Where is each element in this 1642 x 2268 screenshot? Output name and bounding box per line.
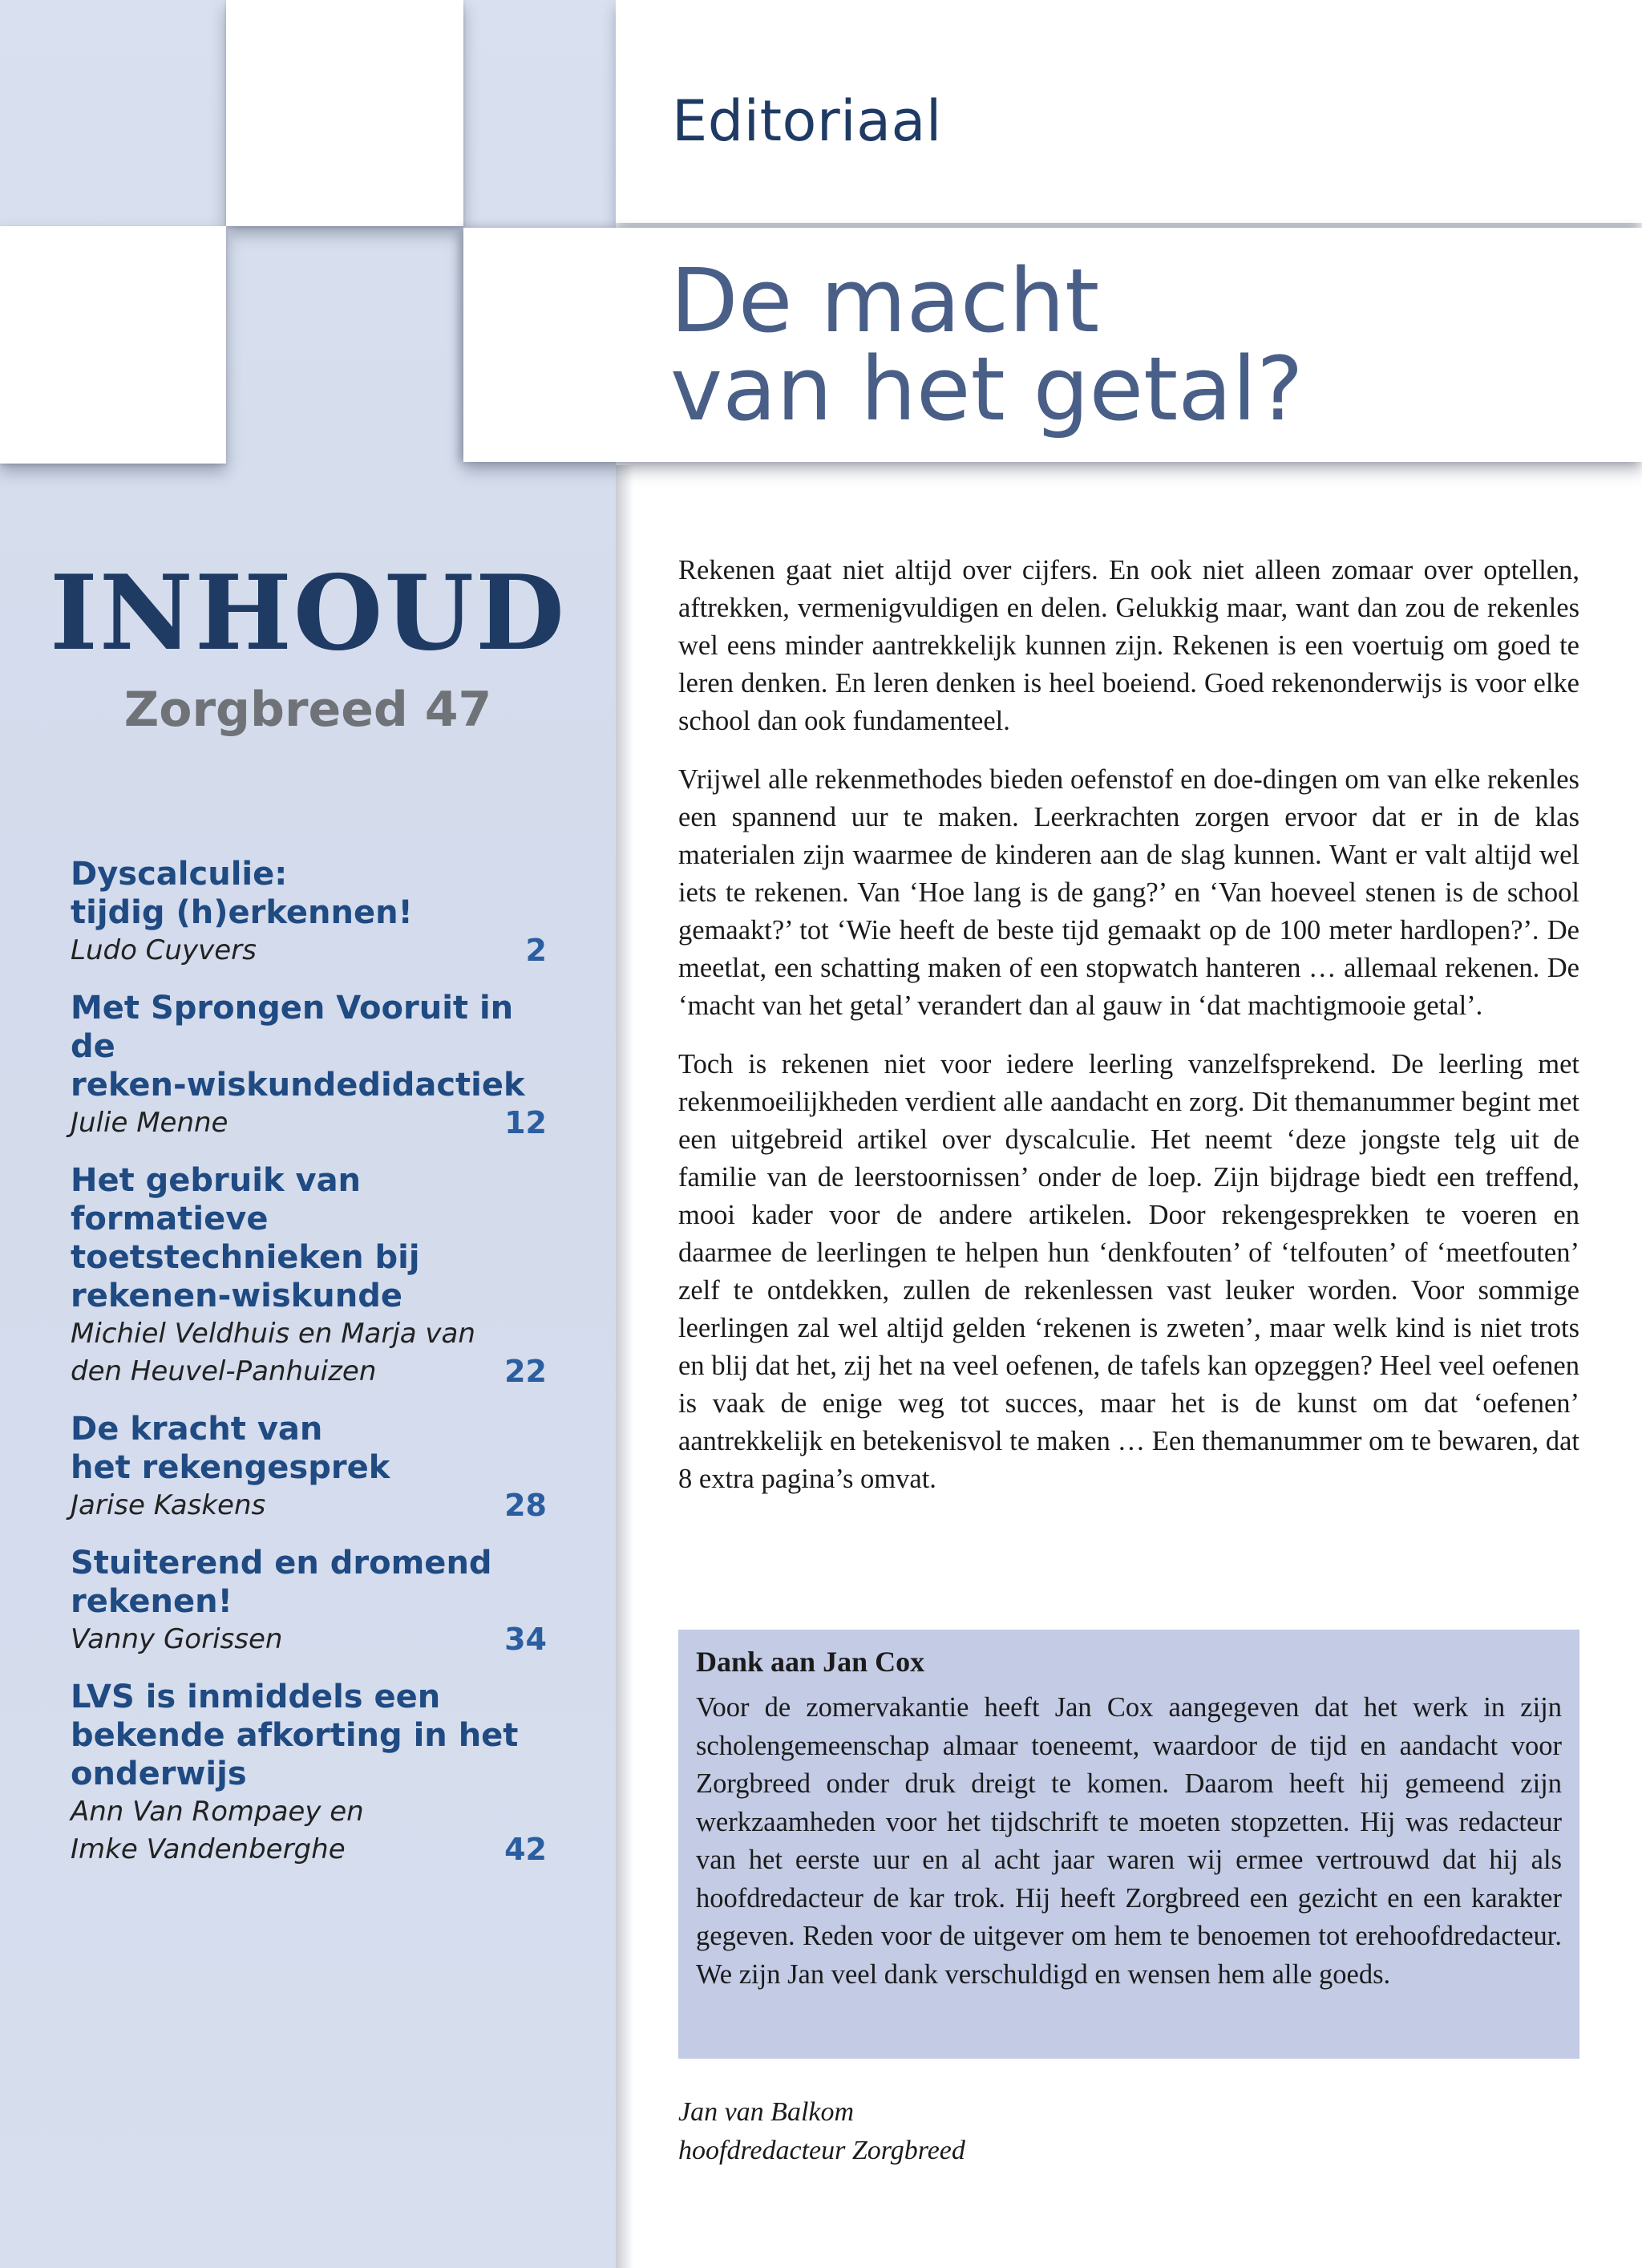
toc-entry[interactable] bbox=[71, 1544, 547, 1658]
toc-entry-title: Dyscalculie: tijdig (h)erkennen! bbox=[71, 856, 413, 931]
toc-entry[interactable] bbox=[71, 989, 547, 1142]
toc-entry-title: Met Sprongen Vooruit in de reken-wiskundedidactiek bbox=[71, 990, 525, 1104]
announcement-text: Voor de zomervakantie heeft Jan Cox aangegeven dat het werk in zijn scholengemeenschap almaar toeneemt, waardoor de tijd en aandacht voor Zorgbreed onder druk dreigt te komen. Daarom heeft hij gemeend zijn werkzaamheden voor het tijdschrift te moeten stopzetten. Hij was redacteur van het eerste uur en al acht jaar waren wij ermee vertrouwd dat hij als hoofdredacteur de kar trok. Hij heeft Zorgbreed een gezicht en een karakter gegeven. Reden voor de uitgever om hem te benoemen tot erehoofdredacteur. We zijn Jan veel dank verschuldigd en wensen hem alle goeds. bbox=[696, 1692, 1562, 1990]
article-paragraph: Rekenen gaat niet altijd over cijfers. En ook niet alleen zomaar over optellen, aftrekken, vermenigvuldigen en delen. Gelukkig maar, want dan zou de rekenles wel eens minder aantrekkelijk kunnen zijn. Rekenen is een voertuig om goed te leren denken. En leren denken is heel boeiend. Goed rekenonderwijs is voor elke school dan ook fundamenteel. bbox=[678, 555, 1579, 736]
decorative-tile bbox=[226, 0, 463, 226]
signature bbox=[678, 2093, 965, 2170]
article-body bbox=[678, 552, 1579, 1519]
toc-entry-author: Ann Van Rompaey en Imke Vandenberghe bbox=[71, 1796, 364, 1865]
toc-entry-page: 42 bbox=[504, 1832, 547, 1867]
toc-entry[interactable] bbox=[71, 1410, 547, 1525]
toc-entry[interactable] bbox=[71, 1678, 547, 1869]
toc-entry-title: Stuiterend en dromend rekenen! bbox=[71, 1545, 492, 1620]
toc-entry-title: LVS is inmiddels een bekende afkorting in het onderwijs bbox=[71, 1679, 519, 1792]
toc-entry-page: 2 bbox=[525, 933, 547, 968]
signature-role: hoofdredacteur Zorgbreed bbox=[678, 2136, 965, 2165]
toc-entry-meta bbox=[71, 1487, 547, 1525]
toc-entry[interactable] bbox=[71, 855, 547, 970]
toc-entry-page: 12 bbox=[504, 1105, 547, 1140]
toc-list bbox=[71, 855, 547, 1888]
toc-entry-meta bbox=[71, 1104, 547, 1142]
headline-line: De macht bbox=[670, 249, 1100, 352]
toc-entry-page: 34 bbox=[504, 1622, 547, 1657]
toc-entry-meta bbox=[71, 1621, 547, 1658]
toc-entry-title: De kracht van het rekengesprek bbox=[71, 1411, 390, 1486]
toc-entry-author: Michiel Veldhuis en Marja van den Heuvel-Panhuizen bbox=[71, 1318, 475, 1387]
toc-subtitle: Zorgbreed 47 bbox=[123, 682, 492, 738]
toc-entry-meta bbox=[71, 1315, 547, 1391]
article-paragraph: Toch is rekenen niet voor iedere leerling vanzelfsprekend. De leerling met rekenmoeilijkheden verdient alle aandacht en zorg. Dit themanummer begint met een uitgebreid artikel over dyscalculie. Het neemt ‘deze jongste telg uit de familie van de leerstoornissen’ onder de loep. Zijn bijdrage biedt een treffend, mooi kader voor de andere artikelen. Door rekengesprekken te voeren en daarmee de leerlingen te helpen hun ‘denkfouten’ of ‘telfouten’ of ‘meetfouten’ zelf te ontdekken, zullen de rekenlessen vast leuker worden. Voor sommige leerlingen zal wel altijd gelden ‘rekenen is zweten’, maar welk kind is niet trots en blij dat het, zij het na veel oefenen, de tafels kan opzeggen? Heel veel oefenen is vaak de enige weg tot succes, maar het is de kunst om dat ‘oefenen’ aantrekkelijk en betekenisvol te maken … Een themanummer om te bewaren, dat 8 extra pagina’s omvat. bbox=[678, 1049, 1579, 1494]
toc-entry-author: Ludo Cuyvers bbox=[71, 934, 257, 966]
toc-entry-title: Het gebruik van formatieve toetstechnieken bij rekenen-wiskunde bbox=[71, 1162, 420, 1314]
page-title bbox=[670, 249, 1304, 440]
article-paragraph: Vrijwel alle rekenmethodes bieden oefenstof en doe-dingen om van elke rekenles een spannend uur te maken. Leerkrachten zorgen ervoor dat er in de klas materialen zijn waarmee de kinderen aan de slag kunnen. Want er valt altijd wel iets te rekenen. Van ‘Hoe lang is de gang?’ en ‘Van hoeveel stenen is de school gemaakt?’ tot ‘Wie heeft de beste tijd gemaakt op de 100 meter hardlopen?’. De meetlat, een schatting maken of een stopwatch hanteren … allemaal rekenen. De ‘macht van het getal’ verandert dan al gauw in ‘dat machtigmooie getal’. bbox=[678, 764, 1579, 1021]
toc-title: INHOUD bbox=[50, 553, 566, 674]
toc-entry-meta bbox=[71, 932, 547, 970]
sidebar-shadow bbox=[616, 465, 633, 2268]
decorative-tile bbox=[0, 226, 226, 464]
toc-entry-author: Jarise Kaskens bbox=[71, 1489, 266, 1521]
announcement-title: Dank aan Jan Cox bbox=[696, 1646, 925, 1678]
toc-entry-author: Vanny Gorissen bbox=[71, 1623, 283, 1655]
toc-entry-page: 28 bbox=[504, 1488, 547, 1523]
toc-entry[interactable] bbox=[71, 1161, 547, 1391]
headline-line: van het getal? bbox=[670, 338, 1304, 440]
toc-entry-page: 22 bbox=[504, 1354, 547, 1389]
toc-entry-meta bbox=[71, 1793, 547, 1869]
section-label: Editoriaal bbox=[672, 88, 942, 154]
signature-name: Jan van Balkom bbox=[678, 2097, 855, 2127]
announcement-box bbox=[678, 1630, 1579, 2059]
toc-entry-author: Julie Menne bbox=[71, 1107, 229, 1139]
